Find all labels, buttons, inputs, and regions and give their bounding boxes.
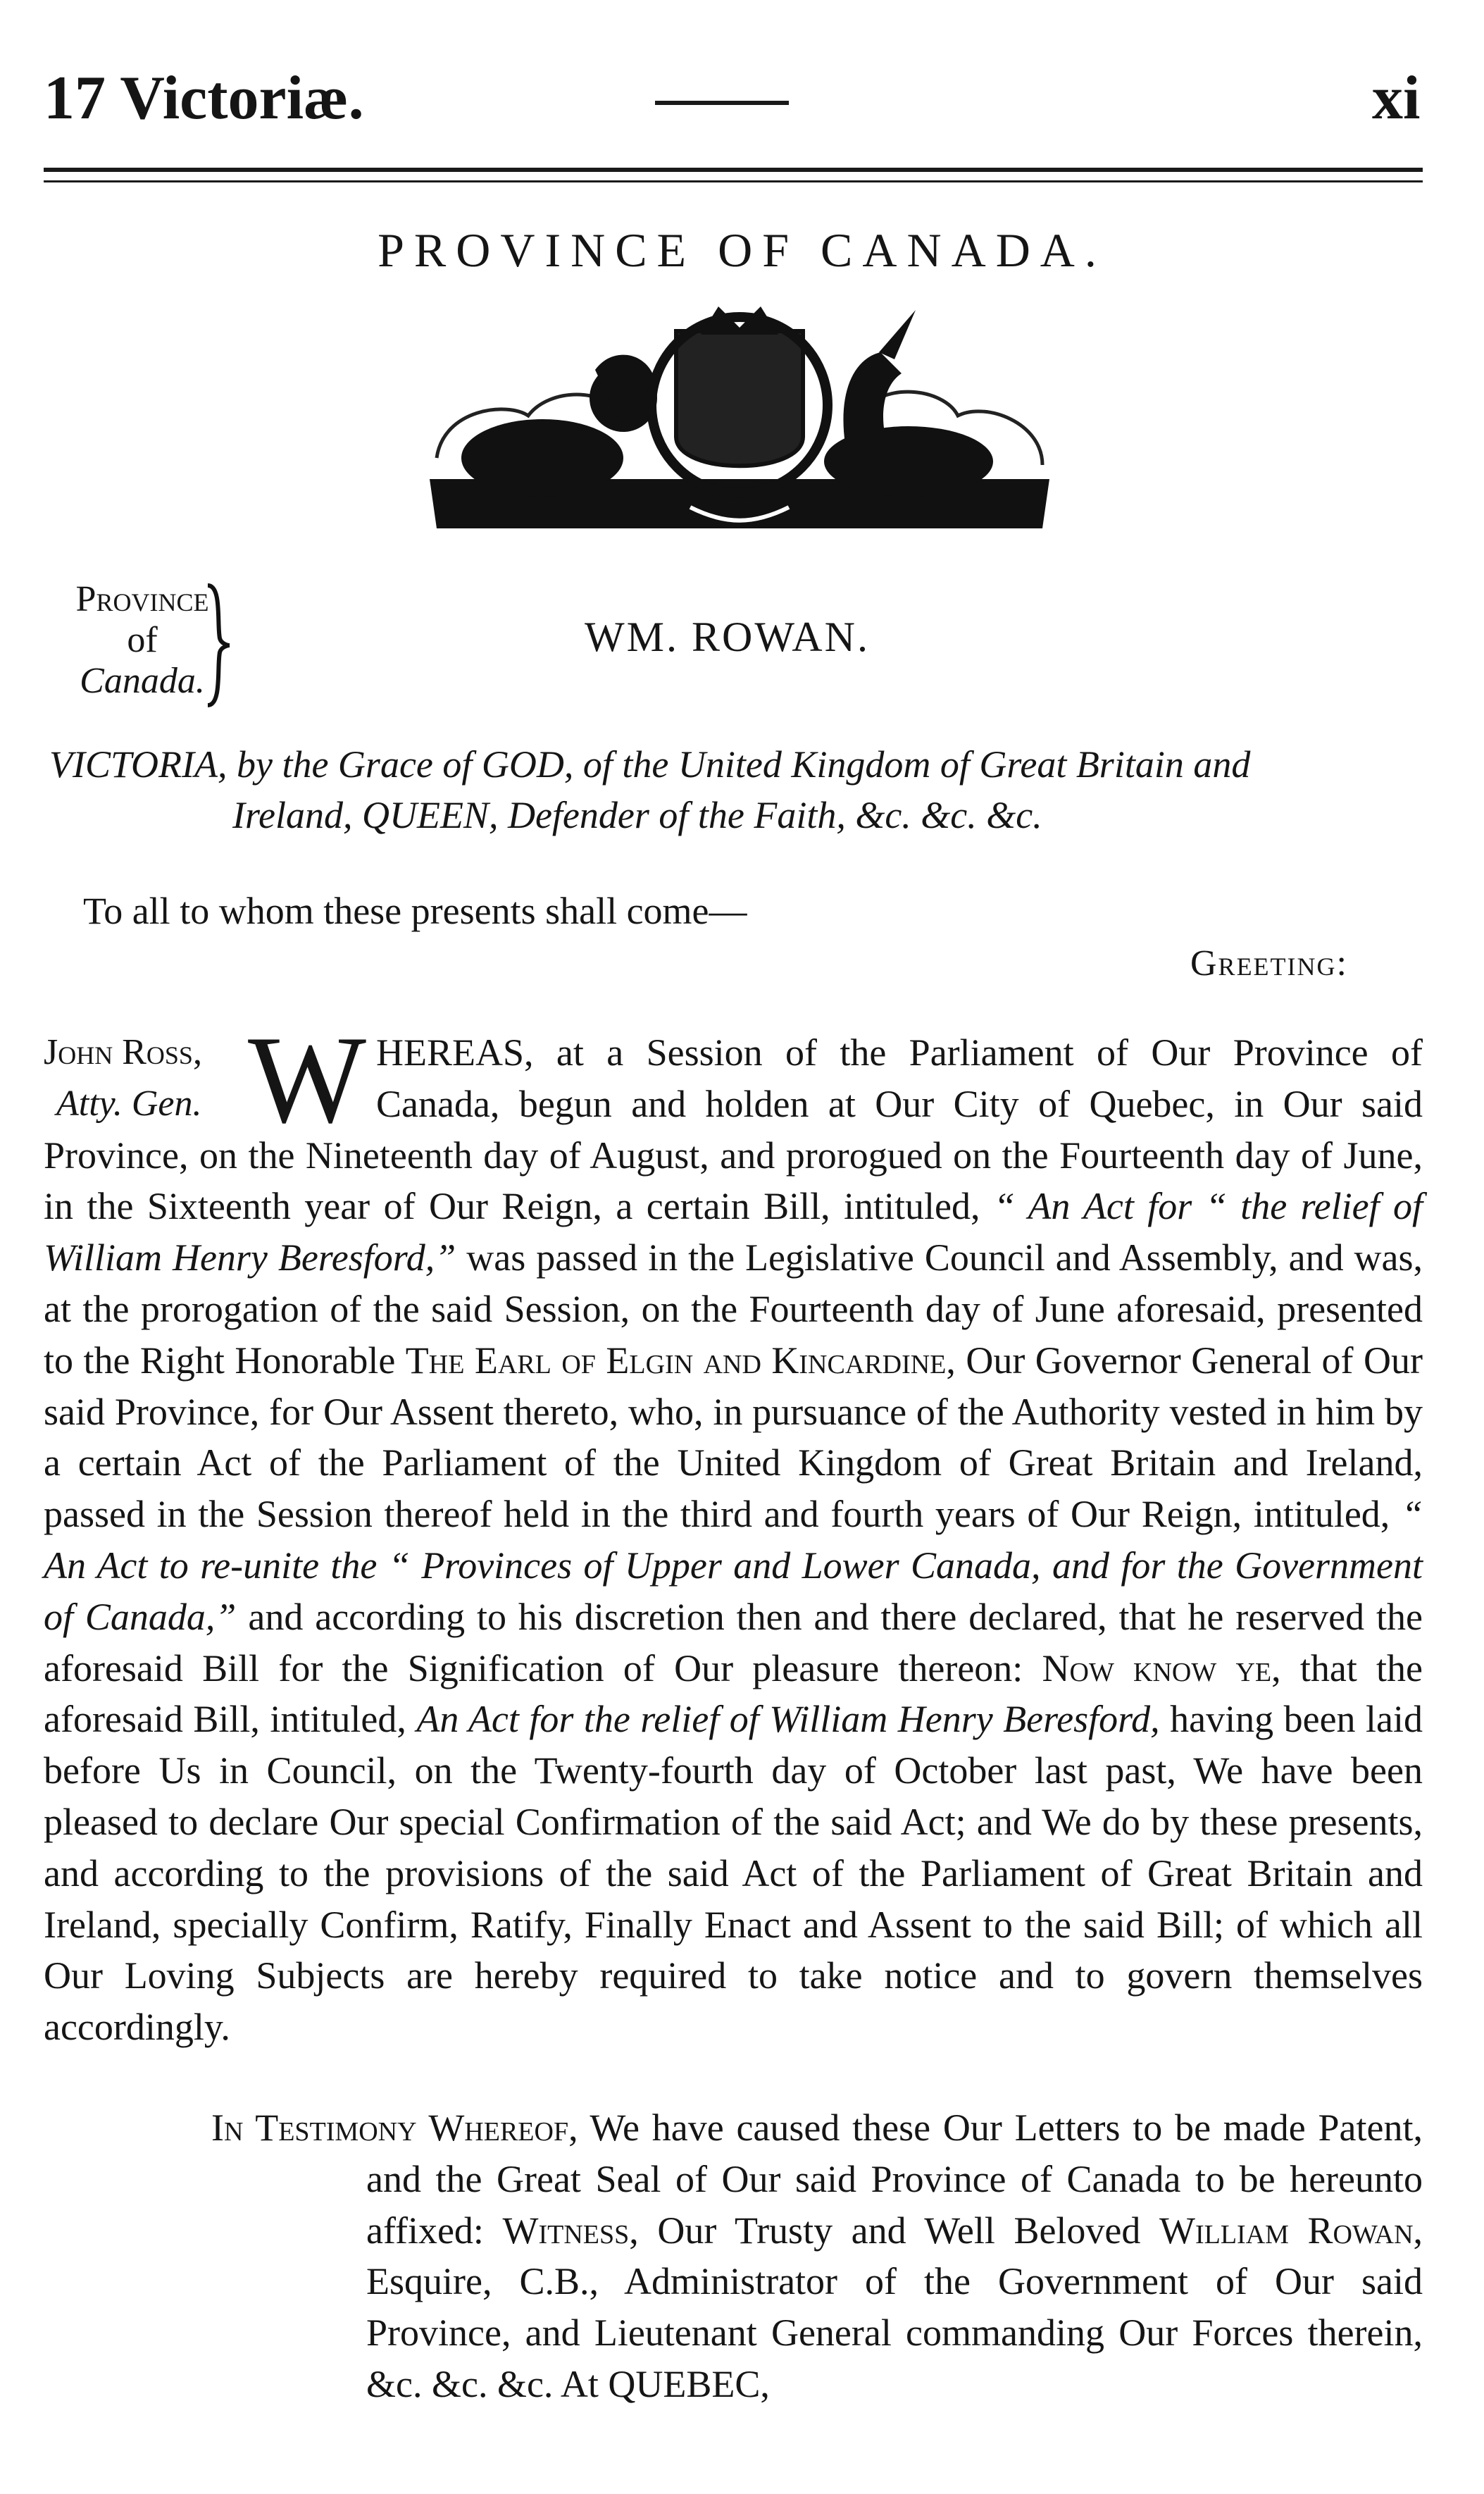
address-line: To all to whom these presents shall come—	[83, 890, 747, 932]
header-dash	[655, 101, 789, 105]
body-text-b: was passed in the Legislative Council and Assembly, and was, at the prorogation of the said Session, on the Fourteenth day of June aforesaid, presented to the Right Honorable	[44, 1236, 1423, 1382]
attorney-name: John Ross,	[44, 1032, 202, 1072]
royal-coat-of-arms	[423, 303, 1056, 535]
attorney-title: Atty. Gen.	[56, 1083, 202, 1124]
margin-brace	[204, 582, 232, 709]
margin-province-line2: of	[127, 620, 158, 660]
header-rule-thick	[44, 168, 1423, 172]
margin-attorney-note	[44, 1027, 241, 1130]
body-text-a: HEREAS, at a Session of the Parliament of Our Province of Canada, begun and holden at Our City of Quebec, in Our said Province, on the Nineteenth day of August, and prorogued on the Fourteenth day of June, in the Sixteenth year of Our Reign, a certain Bill, intituled,	[44, 1031, 1423, 1228]
body-text-c: Our Governor General of Our said Province, for Our Assent thereto, who, in pursuance of the Authority vested in him by a certain Act of the Parliament of the United Kingdom of Great Britain and Ireland, passed in the Session thereof held in the third and fourth years of Our Reign, intituled,	[44, 1339, 1423, 1536]
drop-cap: W	[248, 1010, 367, 1149]
signature: WM. ROWAN.	[585, 614, 870, 660]
testimony-text-a: We have caused these Our Letters to be made Patent, and the Great Seal of Our said Province of Canada to be hereunto affixed:	[366, 2107, 1423, 2252]
royal-style-line2: Ireland, QUEEN, Defender of the Faith, &c. &c. &c.	[232, 794, 1042, 836]
administrator-name: William Rowan,	[1159, 2209, 1423, 2252]
testimony-text-c: Esquire, C.B., Administrator of the Government of Our said Province, and Lieutenant General commanding Our Forces therein, &c. &c. &c. At QUEBEC,	[366, 2260, 1423, 2405]
proclamation-body	[44, 1010, 1423, 2053]
union-act-title: “ An Act to re-unite the “ Provinces of Upper and Lower Canada, and for the Government of Canada,”	[44, 1493, 1423, 1638]
page-number: xi	[1372, 64, 1421, 132]
bill-title: “ An Act for “ the relief of William Henry Beresford,”	[44, 1185, 1423, 1279]
testimony-text-b: Our Trusty and Well Beloved	[657, 2209, 1159, 2252]
margin-province-line1: Province	[75, 579, 209, 619]
body-text-f: having been laid before Us in Council, on the Twenty-fourth day of October last past, We have been pleased to declare Our special Confirmation of the said Act; and We do by these presents, and according to the provisions of the said Act of the Parliament of Great Britain and Ireland, specially Confirm, Ratify, Finally Enact and Assent to the said Bill; of which all Our Loving Subjects are hereby required to take notice and to govern themselves accordingly.	[44, 1698, 1423, 2049]
testimony-block	[211, 2102, 1423, 2410]
margin-province-line3: Canada.	[80, 661, 205, 701]
body-text-d: and according to his discretion then and there declared, that he reserved the aforesaid Bill for the Signification of Our pleasure thereon:	[44, 1595, 1423, 1689]
regnal-year-header: 17 Victoriæ.	[44, 64, 364, 132]
body-text-e: that the aforesaid Bill, intituled,	[44, 1646, 1423, 1741]
royal-style-line1: VICTORIA, by the Grace of GOD, of the United Kingdom of Great Britain and	[49, 743, 1251, 786]
witness-label: Witness,	[502, 2209, 639, 2252]
know-ye: Now know ye,	[1042, 1646, 1281, 1689]
testimony-lead: In Testimony Whereof,	[211, 2107, 578, 2149]
page-title: PROVINCE OF CANADA.	[378, 223, 1106, 277]
bill-title-repeat: An Act for the relief of William Henry Beresford,	[416, 1698, 1160, 1741]
header-rule-thin	[44, 180, 1423, 182]
greeting: Greeting:	[1190, 943, 1348, 984]
governor-name: The Earl of Elgin and Kincardine,	[405, 1339, 956, 1382]
